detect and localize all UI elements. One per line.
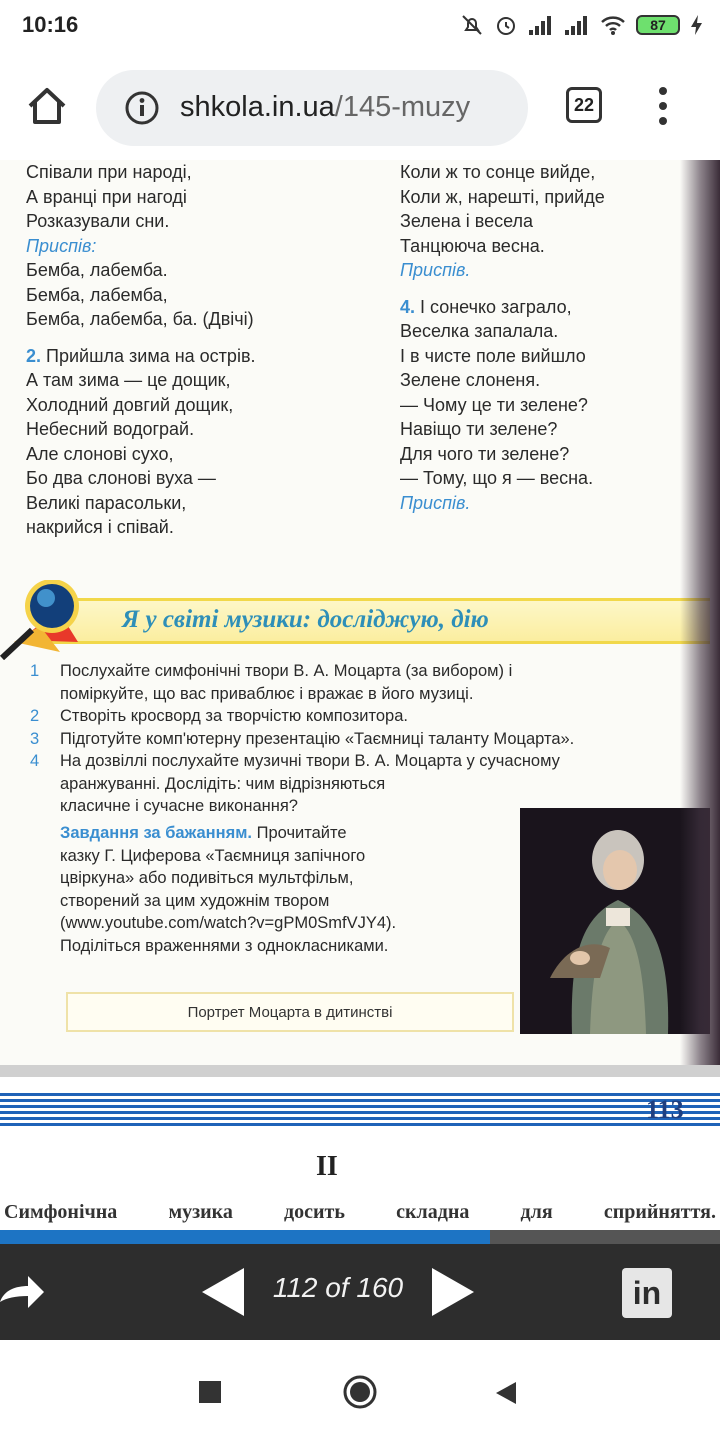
roman-numeral: II: [316, 1151, 338, 1182]
task-text: класичне і сучасне виконання?: [60, 797, 298, 815]
lyric-text: Прийшла зима на острів.: [41, 345, 256, 366]
portrait-caption: Портрет Моцарта в дитинстві: [66, 992, 514, 1032]
lyric-line: накрийся і співай.: [26, 517, 174, 537]
back-button[interactable]: [494, 1380, 518, 1406]
status-icons: [460, 10, 704, 40]
task-line: [26, 660, 716, 683]
url-domain: shkola.in.ua: [180, 91, 335, 123]
page-separator: [0, 1065, 720, 1077]
signal-icon: [528, 14, 554, 36]
lyric-line: Навіщо ти зелене?: [400, 419, 558, 439]
lyric-line: Зелене слоненя.: [400, 370, 541, 390]
viewer-navigation: [0, 1244, 720, 1340]
lyric-line: А там зима — це дощик,: [26, 370, 231, 390]
verse-number: 4.: [400, 296, 416, 317]
verse-number: 2.: [26, 345, 42, 366]
lyric-line: Коли ж то сонце вийде,: [400, 162, 596, 182]
address-bar[interactable]: [96, 70, 528, 146]
task-line: [26, 728, 716, 751]
next-page-preview: [0, 1065, 720, 1230]
bonus-first-line: [60, 822, 530, 845]
lyric-line: Співали при народі,: [26, 162, 192, 182]
section-banner: [0, 580, 720, 660]
lyric-line: Веселка запалала.: [400, 321, 559, 341]
lyric-line: А вранці при нагоді: [26, 186, 187, 207]
task-text: аранжуванні. Дослідіть: чим відрізняються: [60, 774, 386, 793]
share-icon[interactable]: [0, 1272, 46, 1312]
page-number: 113: [646, 1095, 684, 1124]
lyric-line: Танцююча весна.: [400, 235, 545, 256]
next-page-text: [4, 1201, 716, 1224]
task-number: 2: [30, 707, 40, 725]
next-page-word: для: [520, 1201, 553, 1223]
bonus-line: Поділіться враженнями з однокласниками.: [60, 936, 389, 955]
task-line: [26, 683, 716, 706]
bonus-first-word: Прочитайте: [256, 824, 347, 842]
info-icon[interactable]: [124, 90, 160, 126]
next-page-button[interactable]: [428, 1266, 478, 1318]
next-page-word: складна: [396, 1201, 470, 1223]
lyric-line: Але слонові сухо,: [26, 443, 174, 464]
lyric-line: Холодний довгий дощик,: [26, 394, 234, 415]
magnifier-icon: [0, 580, 110, 660]
lyric-line: Коли ж, нарешті, прийде: [400, 186, 605, 207]
lyric-line: Розказували сни.: [26, 211, 170, 231]
page-footer-band: [0, 1093, 720, 1129]
lyric-line: — Чому це ти зелене?: [400, 394, 588, 415]
chorus-label: Приспів.: [400, 492, 471, 513]
tabs-button[interactable]: 22: [566, 87, 602, 123]
status-bar: [0, 0, 720, 50]
chorus-label: Приспів:: [26, 235, 97, 256]
lyric-text: І сонечко заграло,: [415, 296, 572, 317]
next-page-word: сприйняття.: [603, 1201, 716, 1223]
alarm-icon: [494, 13, 518, 37]
chorus-label: Приспів.: [400, 260, 471, 280]
mute-bell-icon: [460, 13, 484, 37]
next-page-word: досить: [284, 1201, 345, 1223]
progress-fill: [0, 1230, 490, 1244]
lyric-line: Бемба, лабемба, ба. (Двічі): [26, 309, 254, 329]
previous-page-button[interactable]: [198, 1266, 248, 1318]
more-menu-icon[interactable]: [650, 84, 676, 128]
lyric-line: Великі парасольки,: [26, 492, 187, 513]
lyric-line: Бемба, лабемба.: [26, 260, 168, 280]
lyric-line: Зелена і весела: [400, 211, 534, 231]
task-number: 1: [30, 662, 40, 680]
stanza-gap: [26, 332, 386, 344]
next-page-word: Симфонічна: [4, 1201, 118, 1223]
system-navigation-bar: [0, 1344, 720, 1440]
bonus-task: [60, 822, 530, 957]
home-button[interactable]: [342, 1374, 378, 1410]
browser-toolbar: [0, 50, 720, 160]
lyrics-right-column: [400, 160, 690, 515]
bonus-lines: [60, 845, 530, 958]
task-number: 3: [30, 729, 40, 748]
linkedin-icon[interactable]: in: [622, 1268, 672, 1318]
bonus-line: казку Г. Циферова «Таємниця запічного: [60, 846, 366, 865]
lyric-line: — Тому, що я — весна.: [400, 468, 594, 488]
lyrics-left-column: [26, 160, 386, 540]
lyric-line: Бо два слонові вуха —: [26, 468, 216, 488]
recents-button[interactable]: [199, 1381, 221, 1403]
lyric-line: Бемба, лабемба,: [26, 284, 168, 305]
lyric-line: [400, 295, 690, 320]
task-text: Підготуйте комп'ютерну презентацію «Таємниці таланту Моцарта».: [60, 729, 575, 748]
task-text: Послухайте симфонічні твори В. А. Моцарта (за вибором) і: [60, 662, 513, 680]
task-line: [26, 773, 716, 796]
bonus-line: цвіркуна» або подивіться мультфільм,: [60, 869, 354, 887]
url-path: /145-muzy: [334, 91, 471, 123]
book-page: [0, 160, 720, 1065]
task-line: [26, 705, 716, 728]
bonus-line: (www.youtube.com/watch?v=gPM0SmfVJY4).: [60, 914, 397, 932]
status-time: 10:16: [22, 12, 79, 37]
task-text: На дозвіллі послухайте музичні твори В. А. Моцарта у сучасному: [60, 752, 560, 770]
bonus-line: створений за цим художнім твором: [60, 891, 330, 910]
lyric-line: [26, 344, 386, 369]
page-spine-shadow: [680, 160, 720, 1065]
battery-indicator: 87: [636, 15, 680, 35]
lyric-line: І в чисте поле вийшло: [400, 345, 586, 366]
page-counter: 112 of 160: [272, 1272, 404, 1303]
signal-icon-2: [564, 14, 590, 36]
task-list: [26, 660, 716, 818]
charging-icon: [690, 14, 704, 36]
wifi-icon: [600, 14, 626, 36]
bonus-title: Завдання за бажанням.: [60, 824, 252, 842]
next-page-word: музика: [168, 1201, 233, 1223]
home-icon[interactable]: [22, 82, 72, 132]
url-text: [180, 91, 470, 124]
lyric-line: Для чого ти зелене?: [400, 443, 570, 464]
lyric-line: Небесний водограй.: [26, 419, 195, 439]
document-progress-bar: [0, 1230, 720, 1244]
task-text: поміркуйте, що вас приваблює і вражає в його музиці.: [60, 684, 474, 703]
task-text: Створіть кросворд за творчістю композитора.: [60, 707, 408, 725]
task-line: [26, 750, 716, 773]
task-number: 4: [30, 752, 40, 770]
stanza-gap: [400, 283, 690, 295]
section-title: Я у світі музики: досліджую, дію: [122, 606, 489, 633]
